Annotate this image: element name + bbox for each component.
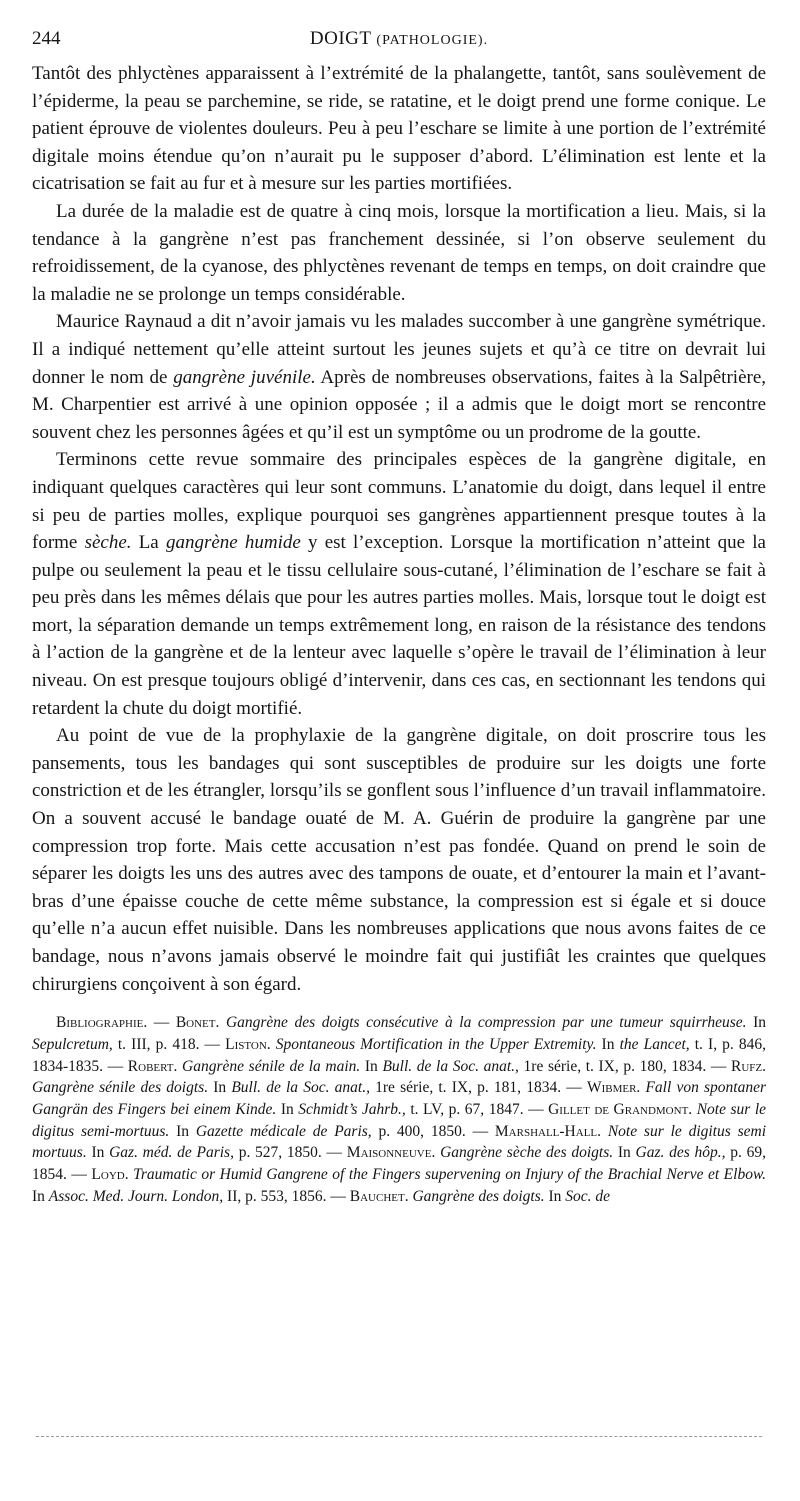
text-run: p. 527, 1850. — xyxy=(233,1144,347,1162)
author-name: Robert. xyxy=(127,1057,178,1075)
author-name: Gillet de Grandmont. xyxy=(548,1101,693,1118)
italic-text: Gaz. méd. de Paris, xyxy=(109,1144,234,1162)
page-number: 244 xyxy=(32,28,61,49)
text-run: t. III, p. 418. — xyxy=(112,1035,226,1053)
paragraph-p3 xyxy=(32,308,766,446)
italic-text: Gangrène sèche des doigts. xyxy=(440,1144,614,1162)
italic-text: gangrène humide xyxy=(165,532,301,554)
bibliography-paragraph xyxy=(32,1012,766,1207)
text-run: Maurice Raynaud a dit n’avoir jamais vu les malades succomber à une gangrène symétrique. Il a indiqué nettement qu’elle atteint surtout les jeunes sujets et qu’à ce titre on devrait lui donner le nom de xyxy=(32,311,766,388)
italic-text: the Lancet, xyxy=(619,1035,690,1053)
author-name: Bonet. xyxy=(175,1014,220,1032)
italic-text: Gaz. des hôp., xyxy=(635,1144,726,1162)
text-run: p. 69, 1854. — xyxy=(32,1144,767,1184)
paragraph-p5 xyxy=(32,722,766,998)
italic-text: Schmidt’s Jahrb., xyxy=(298,1101,406,1118)
text-run: In xyxy=(596,1035,620,1053)
author-name: Loyd. xyxy=(91,1166,129,1184)
title-subtitle: (PATHOLOGIE). xyxy=(376,33,489,48)
italic-text: Gangrène des doigts consécutive à la compression par une tumeur squirrheuse. xyxy=(225,1014,747,1032)
italic-text: Assoc. Med. Journ. London, xyxy=(48,1187,224,1205)
text-run: In xyxy=(613,1144,636,1162)
text-run: Au point de vue de la prophylaxie de la gangrène digitale, on doit proscrire tous les pansements, tous les bandages qui sont susceptibles de produire sur les doigts une forte constriction et de les étrangler, lorsqu’ils se gonflent sous l’influence d’un travail inflammatoire. On a souvent accusé le bandage ouaté de M. A. Guérin de produire la gangrène par une compression trop forte. Mais cette accusation n’est pas fondée. Quand on prend le soin de séparer les doigts les uns des autres avec des tampons de ouate, et d’entourer la main et l’avant-bras d’une épaisse couche de cette même substance, la compression est si égale et si douce qu’elle n’a aucun effet nuisible. Dans les nombreuses applications que nous avons faites de ce bandage, nous n’avons jamais observé le moindre fait qui justifiât les craintes que quelques chirurgiens conçoivent à son égard. xyxy=(32,725,766,995)
text-run: In xyxy=(360,1057,383,1075)
footer-dashed-rule xyxy=(36,1436,762,1437)
italic-text: Gazette médicale de Paris, xyxy=(195,1122,372,1140)
text-run: t. LV, p. 67, 1847. — xyxy=(405,1101,549,1118)
title-main: DOIGT xyxy=(309,28,372,49)
author-name: Bauchet. xyxy=(349,1187,409,1205)
italic-text: Sepulcretum, xyxy=(32,1035,113,1053)
text-run: La xyxy=(131,532,166,554)
paragraph-p2 xyxy=(32,198,766,308)
italic-text: Gangrène des doigts. xyxy=(412,1187,545,1205)
text-run: t. I, p. 846, 1834-1835. — xyxy=(32,1035,767,1075)
author-name: Wibmer. xyxy=(586,1079,641,1097)
text-run: Terminons cette revue sommaire des principales espèces de la gangrène digitale, en indiquant quelques caractères qui leur sont communs. L’anatomie du doigt, dans lequel il entre si peu de parties molles, explique pourquoi ses gangrènes appartiennent presque toutes à la forme xyxy=(32,449,766,554)
body-text xyxy=(32,60,766,998)
italic-text: Note sur le digitus semi mortuus. xyxy=(32,1122,767,1162)
author-name: Liston. xyxy=(225,1035,271,1053)
italic-text: Soc. de xyxy=(565,1187,611,1205)
italic-text: Bull. de la Soc. anat., xyxy=(231,1079,370,1097)
italic-text: Traumatic or Humid Gangrene of the Fingers supervening on Injury of the Brachial Nerve et Elbow. xyxy=(133,1166,767,1184)
paragraph-p1 xyxy=(32,60,766,198)
page-title xyxy=(32,28,766,50)
italic-text: Fall von spontaner Gangrän des Fingers bei einem Kinde. xyxy=(32,1079,766,1118)
text-run: In xyxy=(276,1101,299,1118)
italic-text: Spontaneous Mortification in the Upper Extremity. xyxy=(275,1035,597,1053)
text-run: 1re série, t. IX, p. 181, 1834. — xyxy=(369,1079,587,1097)
text-run: In xyxy=(544,1187,566,1205)
text-run: In xyxy=(208,1079,232,1097)
text-run: In xyxy=(86,1144,110,1162)
text-run: Après de nombreuses observations, faites à la Salpêtrière, M. Charpentier est arrivé à une opinion opposée ; il a admis que le doigt mort se rencontre souvent chez les personnes âgées et qu’il est un symptôme ou un prodrome de la goutte. xyxy=(32,366,767,443)
bibliography-note xyxy=(32,1012,766,1207)
author-name: Maisonneuve. xyxy=(346,1144,436,1162)
italic-text: Gangrène sénile de la main. xyxy=(182,1057,361,1075)
italic-text: sèche. xyxy=(84,532,132,554)
book-page xyxy=(32,28,766,1208)
text-run xyxy=(601,1123,608,1140)
author-name: Marshall-Hall. xyxy=(494,1122,602,1140)
author-name: Rufz. xyxy=(731,1057,767,1075)
italic-text: gangrène juvénile. xyxy=(173,366,316,388)
text-run: In xyxy=(746,1014,766,1032)
italic-text: Gangrène sénile des doigts. xyxy=(32,1079,209,1097)
italic-text: Note sur le digitus semi-mortuus. xyxy=(32,1101,767,1140)
text-run: y est l’exception. Lorsque la mortification n’atteint que la pulpe ou seulement la peau et le tissu cellulaire sous-cutané, l’élimination de l’eschare se fait à peu près dans les mêmes délais que pour les autres parties molles. Mais, lorsque tout le doigt est mort, la séparation demande un temps extrêmement long, en raison de la résistance des tendons à l’action de la gangrène et de la lenteur avec laquelle s’opère le travail de l’élimination à leur niveau. On est presque toujours obligé d’intervenir, dans ces cas, en sectionnant les tendons qui retardent la chute du doigt mortifié. xyxy=(32,532,766,719)
text-run: Tantôt des phlyctènes apparaissent à l’extrémité de la phalangette, tantôt, sans soulèvement de l’épiderme, la peau se parchemine, se ride, se ratatine, et le doigt prend une forme conique. Le patient éprouve de violentes douleurs. Peu à peu l’eschare se limite à une portion de l’extrémité digitale moins étendue qu’on n’aurait pu le supposer d’abord. L’élimination est lente et la cicatrisation se fait au fur et à mesure sur les parties mortifiées. xyxy=(32,63,766,195)
text-run: In xyxy=(32,1187,49,1205)
text-run: — xyxy=(147,1014,176,1032)
text-run: In xyxy=(169,1122,196,1140)
text-run: II, p. 553, 1856. — xyxy=(223,1187,350,1205)
italic-text: Bull. de la Soc. anat., xyxy=(382,1057,519,1075)
running-header xyxy=(32,28,766,60)
text-run: p. 400, 1850. — xyxy=(371,1122,495,1140)
author-name: Bibliographie. xyxy=(56,1014,148,1032)
paragraph-p4 xyxy=(32,446,766,722)
text-run: 1re série, t. IX, p. 180, 1834. — xyxy=(518,1057,732,1075)
text-run: La durée de la maladie est de quatre à cinq mois, lorsque la mortification a lieu. Mais, si la tendance à la gangrène n’est pas franchement dessinée, si l’on observe seulement du refroidissement, de la cyanose, des phlyctènes revenant de temps en temps, on doit craindre que la maladie ne se prolonge un temps considérable. xyxy=(32,200,766,305)
